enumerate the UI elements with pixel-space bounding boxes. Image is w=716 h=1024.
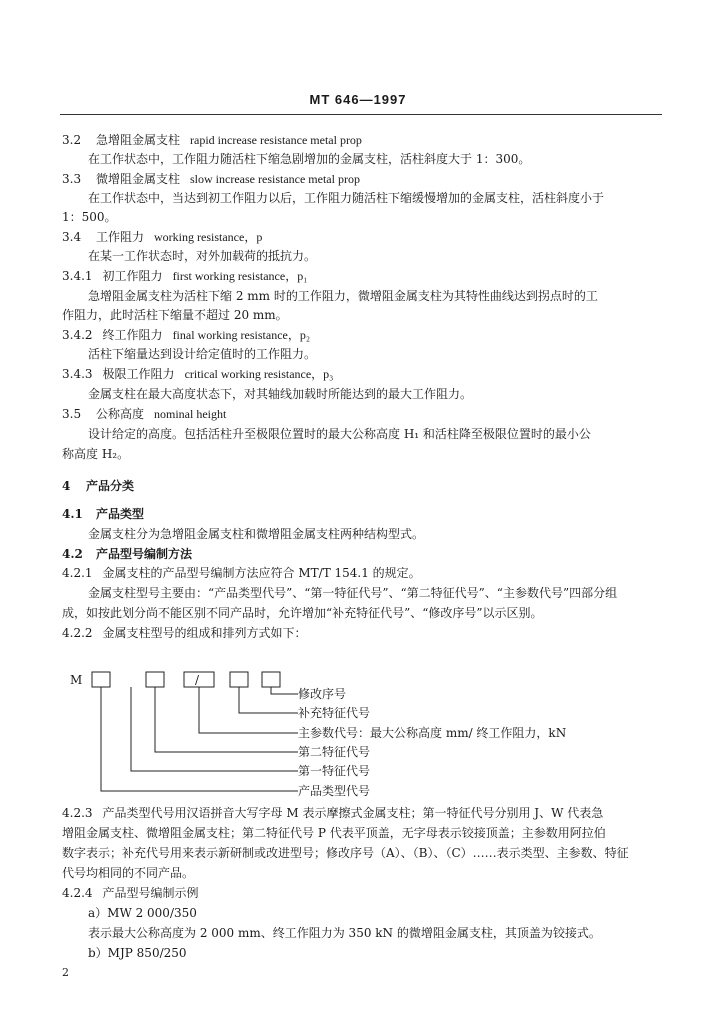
example-a-description: 表示最大公称高度为 2 000 mm、终工作阻力为 350 kN 的微增阻金属支柱，其顶盖为铰接式。 <box>88 926 601 940</box>
clause-number: 4.2.2 <box>62 626 93 640</box>
clause-term-cn: 终工作阻力 <box>102 328 163 342</box>
clause-number: 4.2.4 <box>62 886 93 900</box>
header-rule <box>60 114 662 115</box>
code-box-1 <box>92 672 110 687</box>
clause-number: 4.1 <box>62 507 83 521</box>
clause-term-cn: 公称高度 <box>96 407 145 421</box>
model-code-diagram <box>62 670 622 810</box>
clause-4-2-3-body-line2: 增阻金属支柱、微增阻金属支柱；第二特征代号 P 代表平顶盖，无字母表示铰接顶盖；主参数用阿拉伯 <box>62 826 606 840</box>
clause-3-4-2-heading <box>62 327 310 343</box>
clause-3-4-body: 在某一工作状态时，对外加载荷的抵抗力。 <box>88 249 317 263</box>
clause-term-cn: 初工作阻力 <box>102 269 163 283</box>
clause-3-5-body-line2: 称高度 H₂。 <box>62 447 130 461</box>
clause-number: 3.2 <box>62 133 82 147</box>
clause-term-cn: 工作阻力 <box>96 230 145 244</box>
clause-4-2-heading <box>62 546 192 562</box>
label-revision-number: 修改序号 <box>298 687 347 701</box>
clause-text: 产品类型代号用汉语拼音大写字母 M 表示摩擦式金属支柱；第一特征代号分别用 J、W 代表急 <box>102 806 604 820</box>
clause-number: 3.5 <box>62 407 82 421</box>
clause-term-en: first working resistance，p₁ <box>172 269 308 283</box>
section-number: 4 <box>62 479 71 493</box>
label-first-feature-code: 第一特征代号 <box>298 764 371 778</box>
label-main-parameter-code: 主参数代号：最大公称高度 mm/ 终工作阻力，kN <box>298 726 567 740</box>
clause-number: 4.2.3 <box>62 806 93 820</box>
clause-term-en: slow increase resistance metal prop <box>190 172 360 186</box>
clause-4-2-4-heading <box>62 885 199 901</box>
clause-number: 3.4.3 <box>62 367 93 381</box>
clause-3-4-1-body-line1: 急增阻金属支柱为活柱下缩 2 mm 时的工作阻力，微增阻金属支柱为其特性曲线达到拐点时的工 <box>88 289 598 303</box>
clause-4-2-1-body-line2: 成，如按此划分尚不能区别不同产品时，允许增加“补充特征代号”、“修改序号”以示区别。 <box>62 606 543 620</box>
clause-3-4-2-body: 活柱下缩量达到设计给定值时的工作阻力。 <box>88 347 317 361</box>
clause-number: 4.2 <box>62 547 83 561</box>
clause-3-2-body: 在工作状态中，工作阻力随活柱下缩急剧增加的金属支柱，活柱斜度大于 1：300。 <box>88 152 531 166</box>
diagram-slash: / <box>195 673 200 687</box>
clause-title: 产品类型 <box>96 507 145 521</box>
clause-title: 产品型号编制方法 <box>96 547 193 561</box>
clause-text: 金属支柱型号的组成和排列方式如下： <box>102 626 307 640</box>
code-box-2 <box>146 672 164 687</box>
clause-4-2-2-heading <box>62 625 307 641</box>
clause-number: 4.2.1 <box>62 566 93 580</box>
clause-3-4-heading <box>62 229 262 245</box>
clause-3-4-1-body-line2: 作阻力，此时活柱下缩量不超过 20 mm。 <box>62 308 288 322</box>
clause-3-5-heading <box>62 406 226 422</box>
clause-number: 3.3 <box>62 172 82 186</box>
clause-term-cn: 微增阻金属支柱 <box>96 172 181 186</box>
clause-3-3-heading <box>62 171 360 187</box>
example-a: a）MW 2 000/350 <box>88 906 197 920</box>
clause-4-2-1-body-line1: 金属支柱型号主要由：“产品类型代号”、“第一特征代号”、“第二特征代号”、“主参数代号”四部分组 <box>88 586 618 600</box>
clause-3-4-3-body: 金属支柱在最大高度状态下，对其轴线加载时所能达到的最大工作阻力。 <box>88 387 473 401</box>
clause-4-2-3-heading <box>62 805 603 821</box>
clause-4-2-3-body-line3: 数字表示；补充代号用来表示新研制或改进型号；修改序号（A）、（B）、（C）……表示类型、主参数、特征 <box>62 846 629 860</box>
clause-3-4-1-heading <box>62 268 307 284</box>
clause-3-4-3-heading <box>62 366 333 382</box>
clause-3-3-body-line1: 在工作状态中，当达到初工作阻力以后，工作阻力随活柱下缩缓慢增加的金属支柱，活柱斜度小于 <box>88 191 605 205</box>
example-b: b）MJP 850/250 <box>88 946 187 960</box>
label-product-type-code: 产品类型代号 <box>298 784 371 798</box>
clause-term-en: final working resistance，p₂ <box>172 328 311 342</box>
clause-title: 产品型号编制示例 <box>102 886 199 900</box>
clause-4-2-3-body-line4: 代号均相同的不同产品。 <box>62 866 195 880</box>
label-supplementary-code: 补充特征代号 <box>298 706 371 720</box>
clause-term-en: rapid increase resistance metal prop <box>190 133 362 147</box>
clause-3-5-body-line1: 设计给定的高度。包括活柱升至极限位置时的最大公称高度 H₁ 和活柱降至极限位置时的最小公 <box>88 427 591 441</box>
clause-text: 金属支柱的产品型号编制方法应符合 MT/T 154.1 的规定。 <box>102 566 421 580</box>
clause-number: 3.4.2 <box>62 328 93 342</box>
clause-3-3-body-line2: 1：500。 <box>62 210 117 224</box>
section-title: 产品分类 <box>86 479 135 493</box>
clause-number: 3.4 <box>62 230 82 244</box>
code-box-4 <box>230 672 248 687</box>
clause-4-1-heading <box>62 506 144 522</box>
clause-4-2-1-heading <box>62 565 421 581</box>
page-number: 2 <box>62 966 69 979</box>
clause-term-en: nominal height <box>154 407 227 421</box>
section-4-heading <box>62 478 134 494</box>
clause-4-1-body: 金属支柱分为急增阻金属支柱和微增阻金属支柱两种结构型式。 <box>88 527 425 541</box>
clause-term-en: working resistance，p <box>154 230 263 244</box>
label-second-feature-code: 第二特征代号 <box>298 745 371 759</box>
diagram-prefix: M <box>70 673 83 687</box>
clause-number: 3.4.1 <box>62 269 93 283</box>
clause-term-en: critical working resistance，p₃ <box>184 367 334 381</box>
code-box-5 <box>262 672 280 687</box>
clause-3-2-heading <box>62 132 362 148</box>
page-header: MT 646—1997 <box>309 92 407 107</box>
clause-term-cn: 极限工作阻力 <box>102 367 175 381</box>
clause-term-cn: 急增阻金属支柱 <box>96 133 181 147</box>
